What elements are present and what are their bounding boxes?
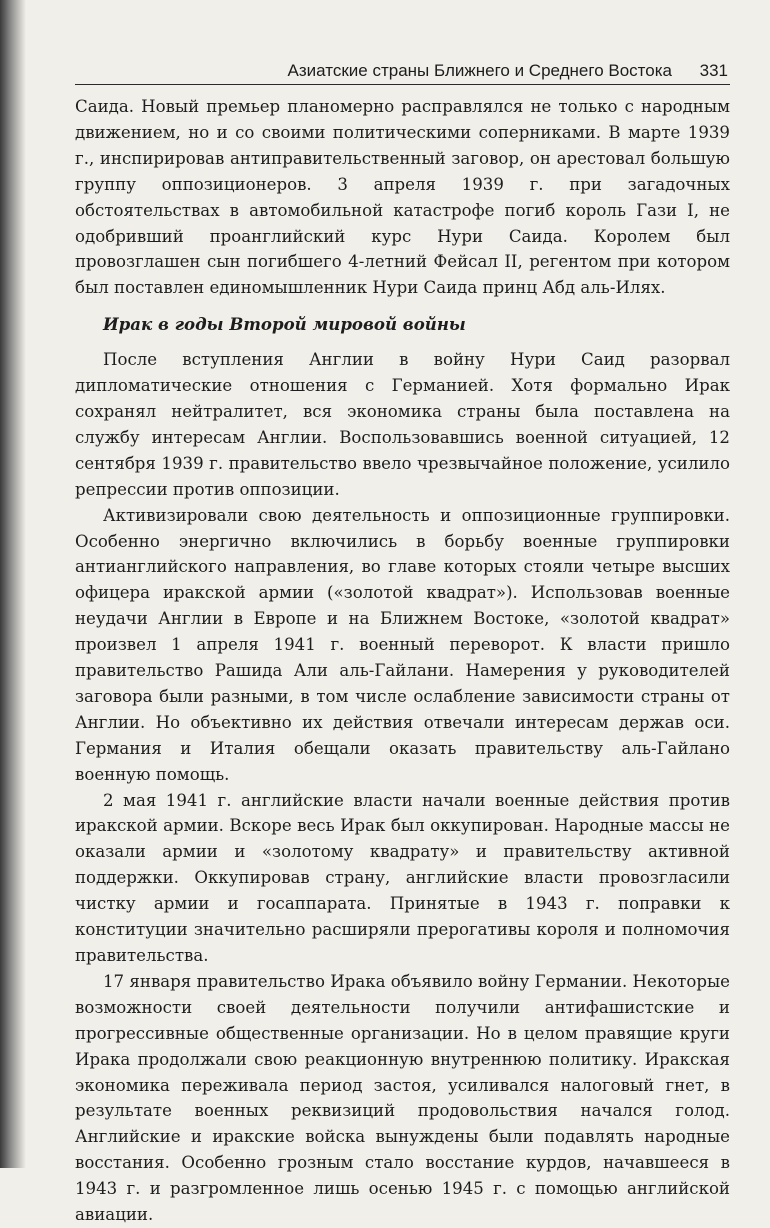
page-number: 331 — [699, 61, 728, 80]
running-header — [75, 58, 730, 85]
paragraph: После вступления Англии в войну Нури Саид разорвал дипломатические отношения с Германией. Хотя формально Ирак сохранял нейтралитет, вся экономика страны была поставлена на службу интересам Англии. Воспользовавшись военной ситуацией, 12 сентября 1939 г. правительство ввело чрезвычайное положение, усилило репрессии против оппозиции. — [75, 350, 730, 499]
paragraph: 2 мая 1941 г. английские власти начали военные действия против иракской армии. Вскоре весь Ирак был оккупирован. Народные массы не оказали армии и «золотому квадрату» и правительству активной поддержки. Оккупировав страну, английские власти провозгласили чистку армии и госаппарата. Принятые в 1943 г. поправки к конституции значительно расширяли прерогативы короля и полномочия правительства. — [75, 790, 730, 965]
running-title: Азиатские страны Ближнего и Среднего Востока — [287, 61, 672, 80]
paragraph: 17 января правительство Ирака объявило войну Германии. Некоторые возможности своей деятельности получили антифашистские и прогрессивные общественные организации. Но в целом правящие круги Ирака продолжали свою реакционную внутреннюю политику. Иракская экономика переживала период застоя, усиливался налоговый гнет, в результате военных реквизиций продовольствия начался голод. Английские и иракские войска вынуждены были подавлять народные восстания. Особенно грозным стало восстание курдов, начавшееся в 1943 г. и разгромленное лишь осенью 1945 г. с помощью английской авиации. — [75, 971, 730, 1225]
paragraph: Активизировали свою деятельность и оппозиционные группировки. Особенно энергично включились в борьбу военные группировки антианглийского направления, во главе которых стояли четыре высших офицера иракской армии («золотой квадрат»). Использовав военные неудачи Англии в Европе и на Ближнем Востоке, «золотой квадрат» произвел 1 апреля 1941 г. военный переворот. К власти пришло правительство Рашида Али аль-Гайлани. Намерения у руководителей заговора были разными, в том числе ослабление зависимости страны от Англии. Но объективно их действия отвечали интересам держав оси. Германия и Италия обещали оказать правительству аль-Гайлано военную помощь. — [75, 505, 730, 784]
book-gutter-shadow — [0, 0, 26, 1168]
body-text — [75, 94, 730, 1228]
book-page — [30, 0, 770, 1225]
paragraph-continued: Саида. Новый премьер планомерно расправлялся не только с народным движением, но и со своими политическими соперниками. В марте 1939 г., инспирировав антиправительственный заговор, он арестовал большую группу оппозиционеров. 3 апреля 1939 г. при загадочных обстоятельствах в автомобильной катастрофе погиб король Гази I, не одобривший проанглийский курс Нури Саида. Королем был провозглашен сын погибшего 4-летний Фейсал II, регентом при котором был поставлен единомышленник Нури Саида принц Абд аль-Илях. — [75, 97, 730, 298]
section-heading: Ирак в годы Второй мировой войны — [103, 314, 466, 335]
